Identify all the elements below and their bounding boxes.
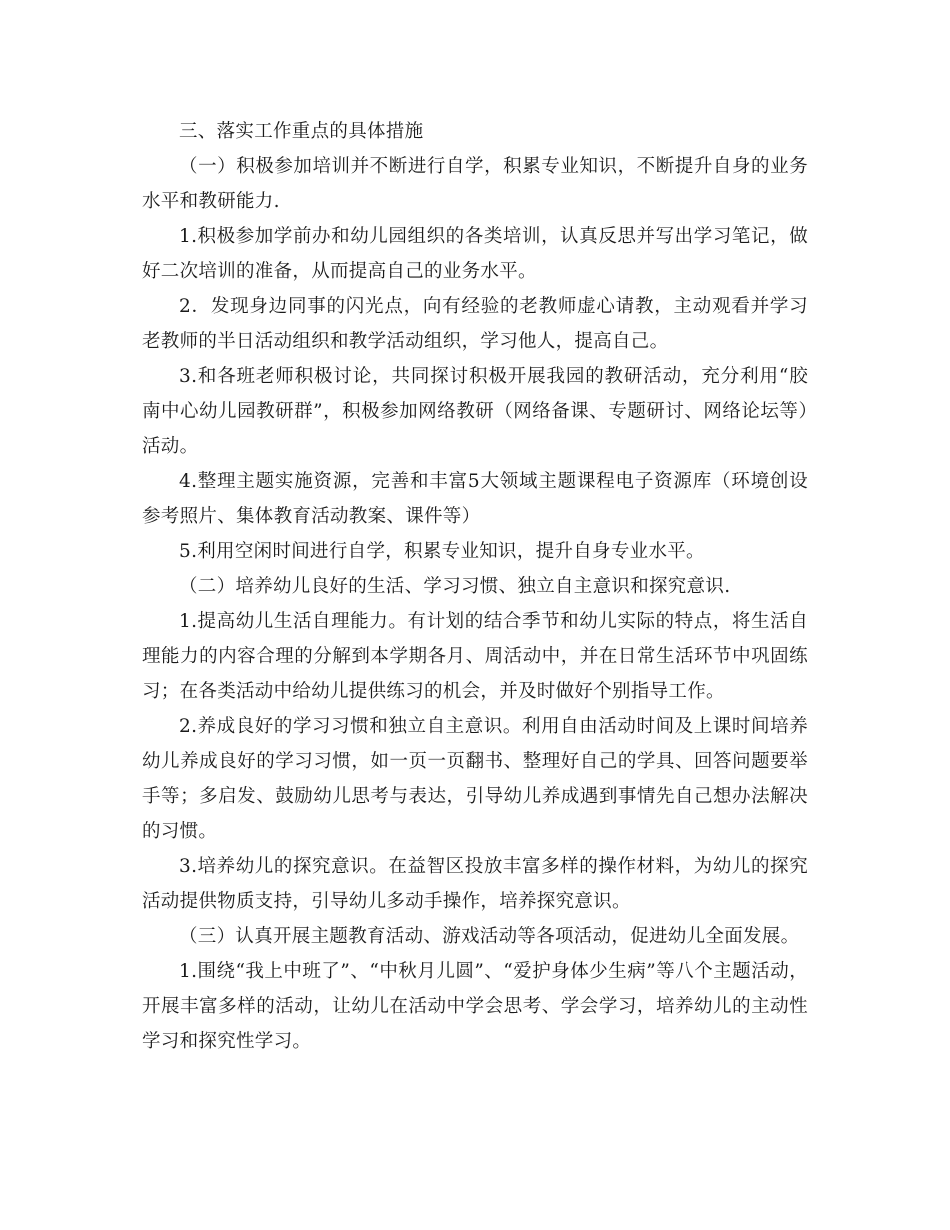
subsection-heading: （二）培养幼儿良好的生活、学习习惯、独立自主意识和探究意识. (179, 576, 731, 597)
paragraph: 3.培养幼儿的探究意识。在益智区投放丰富多样的操作材料，为幼儿的探究活动提供物质支持，引导幼儿多动手操作，培养探究意识。 (142, 856, 808, 912)
paragraph: 1.提高幼儿生活自理能力。有计划的结合季节和幼儿实际的特点，将生活自理能力的内容合理的分解到本学期各月、周活动中，并在日常生活环节中巩固练习；在各类活动中给幼儿提供练习的机会，并及时做好个别指导工作。 (142, 611, 808, 702)
paragraph: 5.利用空闲时间进行自学，积累专业知识，提升自身专业水平。 (179, 541, 705, 562)
paragraph: 3.和各班老师积极讨论，共同探讨积极开展我园的教研活动，充分利用“胶南中心幼儿园教研群”，积极参加网络教研（网络备课、专题研讨、网络论坛等）活动。 (142, 366, 808, 457)
subsection-heading: （一）积极参加培训并不断进行自学，积累专业知识，不断提升自身的业务水平和教研能力. (142, 156, 808, 212)
paragraph: 2.养成良好的学习习惯和独立自主意识。利用自由活动时间及上课时间培养幼儿养成良好的学习习惯，如一页一页翻书、整理好自己的学具、回答问题要举手等；多启发、鼓励幼儿思考与表达，引导幼儿养成遇到事情先自己想办法解决的习惯。 (142, 716, 808, 842)
subsection-heading: （三）认真开展主题教育活动、游戏活动等各项活动，促进幼儿全面发展。 (179, 926, 800, 947)
paragraph: 1.围绕“我上中班了”、“中秋月儿圆”、“爱护身体少生病”等八个主题活动，开展丰富多样的活动，让幼儿在活动中学会思考、学会学习，培养幼儿的主动性学习和探究性学习。 (142, 961, 808, 1052)
paragraph: 2．发现身边同事的闪光点，向有经验的老教师虚心请教，主动观看并学习老教师的半日活动组织和教学活动组织，学习他人，提高自己。 (142, 296, 808, 352)
paragraph: 1.积极参加学前办和幼儿园组织的各类培训，认真反思并写出学习笔记，做好二次培训的准备，从而提高自己的业务水平。 (142, 226, 808, 282)
section-heading: 三、落实工作重点的具体措施 (179, 121, 424, 142)
paragraph: 4.整理主题实施资源，完善和丰富5大领域主题课程电子资源库（环境创设参考照片、集体教育活动教案、课件等） (142, 471, 808, 527)
document-body (142, 114, 808, 1059)
